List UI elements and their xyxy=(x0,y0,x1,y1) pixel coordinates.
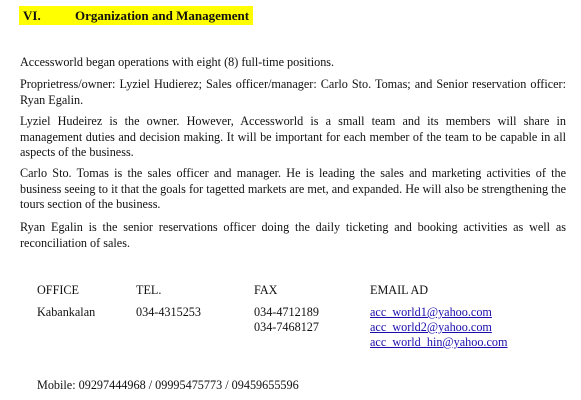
section-heading xyxy=(19,6,253,25)
paragraph-positions: Proprietress/owner: Lyziel Hudierez; Sales officer/manager: Carlo Sto. Tomas; and Senior reservation officer: Ryan Egalin. xyxy=(20,77,566,107)
section-number: VI. xyxy=(23,8,41,23)
email-link-1[interactable]: acc_world1@yahoo.com xyxy=(370,305,492,319)
email-link-2[interactable]: acc_world2@yahoo.com xyxy=(370,320,492,334)
header-office: OFFICE xyxy=(37,283,79,297)
paragraph-reservations-officer: Ryan Egalin is the senior reservations officer doing the daily ticketing and booking activities as well as reconciliation of sales. xyxy=(20,220,566,250)
paragraph-intro: Accessworld began operations with eight (8) full-time positions. xyxy=(20,55,335,69)
email-link-3[interactable]: acc_world_hin@yahoo.com xyxy=(370,335,508,349)
tel-number: 034-4315253 xyxy=(136,305,201,319)
fax-number-1: 034-4712189 xyxy=(254,305,319,319)
office-name: Kabankalan xyxy=(37,305,96,319)
section-title: Organization and Management xyxy=(75,8,250,23)
fax-number-2: 034-7468127 xyxy=(254,320,319,334)
header-tel: TEL. xyxy=(136,283,162,297)
header-email: EMAIL AD xyxy=(370,283,429,297)
paragraph-sales-officer: Carlo Sto. Tomas is the sales officer and manager. He is leading the sales and marketing activities of the business seeing to it that the goals for tagetted markets are met, and expanded. He will also be strengthening the tours section of the business. xyxy=(20,166,566,211)
mobile-numbers: Mobile: 09297444968 / 09995475773 / 09459655596 xyxy=(37,378,299,392)
header-fax: FAX xyxy=(254,283,278,297)
paragraph-owner: Lyziel Hudeirez is the owner. However, Accessworld is a small team and its members will share in management duties and decision making. It will be important for each member of the team to be capable in all aspects of the business. xyxy=(20,114,566,159)
